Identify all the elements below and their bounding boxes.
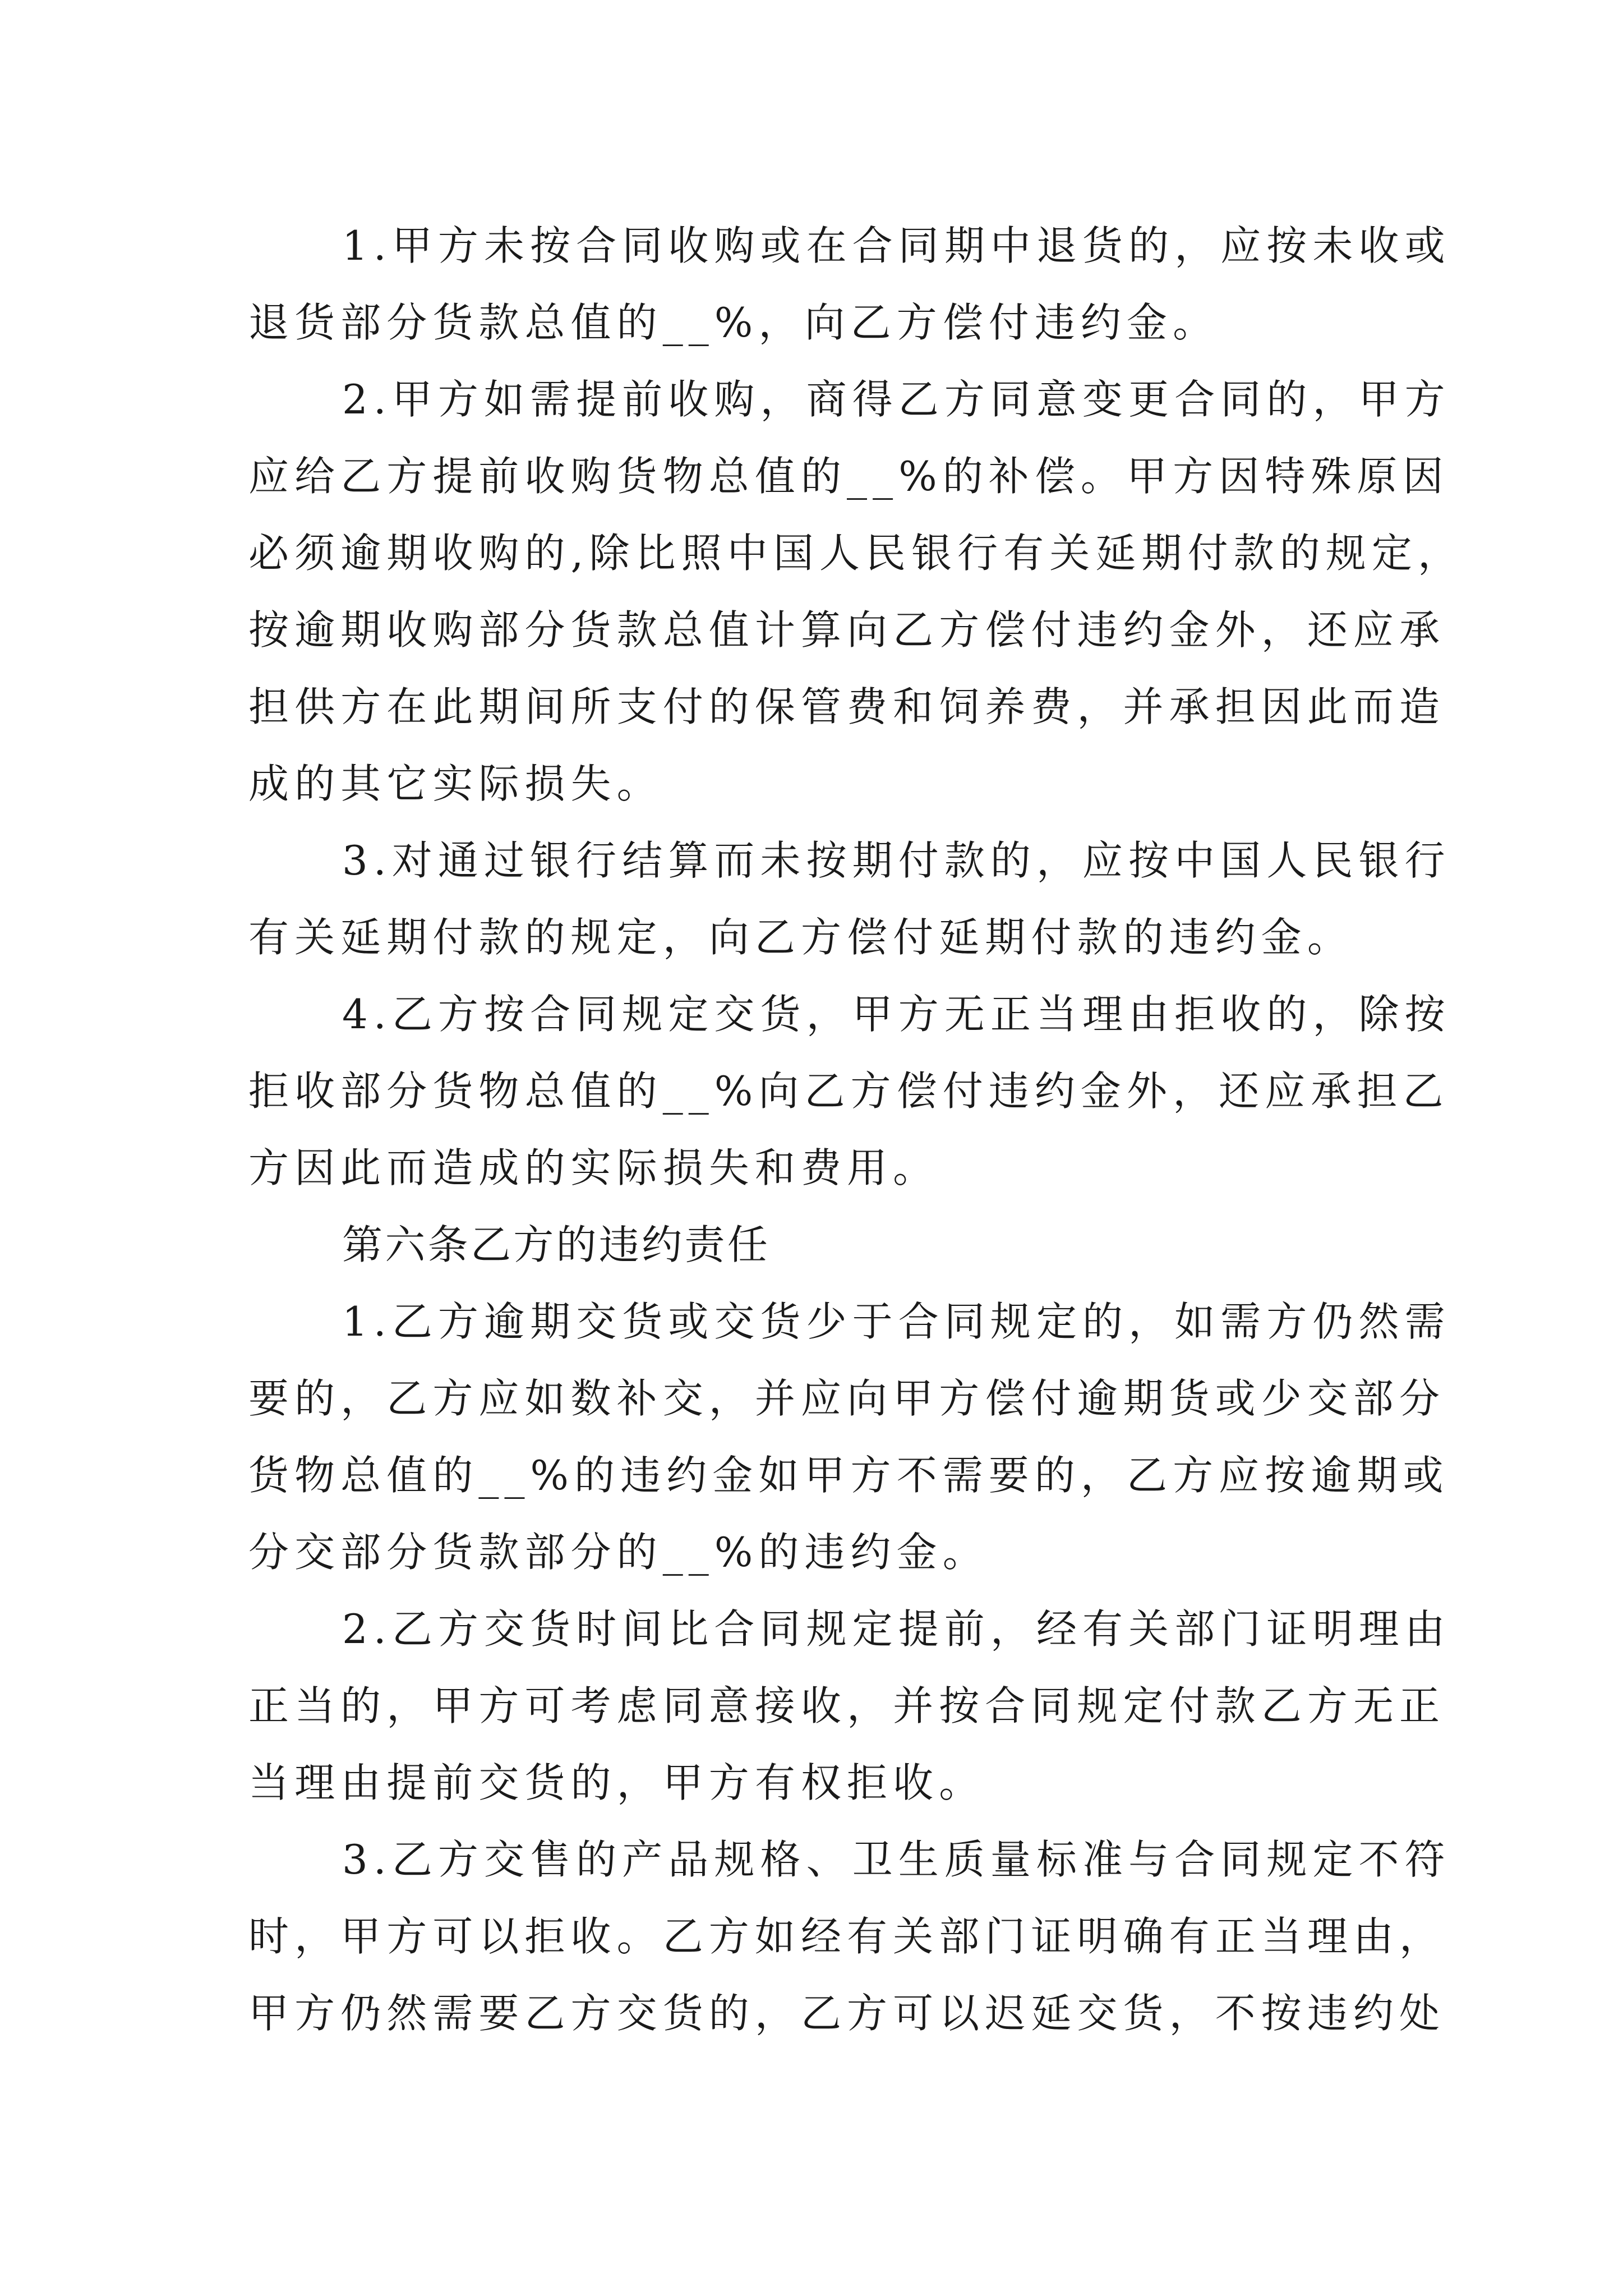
clause-5-4-line-3: 方因此而造成的实际损失和费用。 <box>248 1144 939 1191</box>
clause-5-2-line-5: 担供方在此期间所支付的保管费和饲养费，并承担因此而造 <box>248 683 1446 730</box>
clause-6-1-line-1: 1.乙方逾期交货或交货少于合同规定的，如需方仍然需 <box>342 1298 1451 1345</box>
document-body <box>248 208 1464 2052</box>
clause-5-4-line-2: 拒收部分货物总值的__%向乙方偿付违约金外，还应承担乙 <box>248 1068 1449 1115</box>
clause-5-4-line-1: 4.乙方按合同规定交货，甲方无正当理由拒收的，除按 <box>342 991 1451 1038</box>
clause-6-1-line-2: 要的，乙方应如数补交，并应向甲方偿付逾期货或少交部分 <box>248 1375 1446 1422</box>
clause-6-2-line-2: 正当的，甲方可考虑同意接收，并按合同规定付款乙方无正 <box>248 1682 1446 1729</box>
clause-6-2-line-3: 当理由提前交货的，甲方有权拒收。 <box>248 1759 985 1806</box>
clause-5-3-line-1: 3.对通过银行结算而未按期付款的，应按中国人民银行 <box>342 837 1451 884</box>
clause-6-1-line-3: 货物总值的__%的违约金如甲方不需要的，乙方应按逾期或 <box>248 1452 1449 1499</box>
clause-6-3-line-1: 3.乙方交售的产品规格、卫生质量标准与合同规定不符 <box>342 1836 1451 1883</box>
clause-6-3-line-3: 甲方仍然需要乙方交货的，乙方可以迟延交货，不按违约处 <box>248 1990 1446 2037</box>
clause-5-2-line-2: 应给乙方提前收购货物总值的__%的补偿。甲方因特殊原因 <box>248 453 1449 500</box>
clause-5-3-line-2: 有关延期付款的规定，向乙方偿付延期付款的违约金。 <box>248 914 1353 961</box>
clause-6-1-line-4: 分交部分货款部分的__%的违约金。 <box>248 1529 989 1576</box>
article-6-heading: 第六条乙方的违约责任 <box>342 1221 771 1268</box>
clause-5-1-line-2: 退货部分货款总值的__%，向乙方偿付违约金。 <box>248 299 1219 346</box>
clause-6-2-line-1: 2.乙方交货时间比合同规定提前，经有关部门证明理由 <box>342 1605 1451 1653</box>
clause-5-2-line-1: 2.甲方如需提前收购，商得乙方同意变更合同的，甲方 <box>342 376 1451 423</box>
clause-5-2-line-4: 按逾期收购部分货款总值计算向乙方偿付违约金外，还应承 <box>248 606 1446 654</box>
clause-5-1-line-1: 1.甲方未按合同收购或在合同期中退货的，应按未收或 <box>342 222 1451 269</box>
clause-5-2-line-3: 必须逾期收购的,除比照中国人民银行有关延期付款的规定， <box>248 530 1464 577</box>
clause-6-3-line-2: 时，甲方可以拒收。乙方如经有关部门证明确有正当理由， <box>248 1913 1446 1960</box>
clause-5-2-line-6: 成的其它实际损失。 <box>248 760 663 807</box>
